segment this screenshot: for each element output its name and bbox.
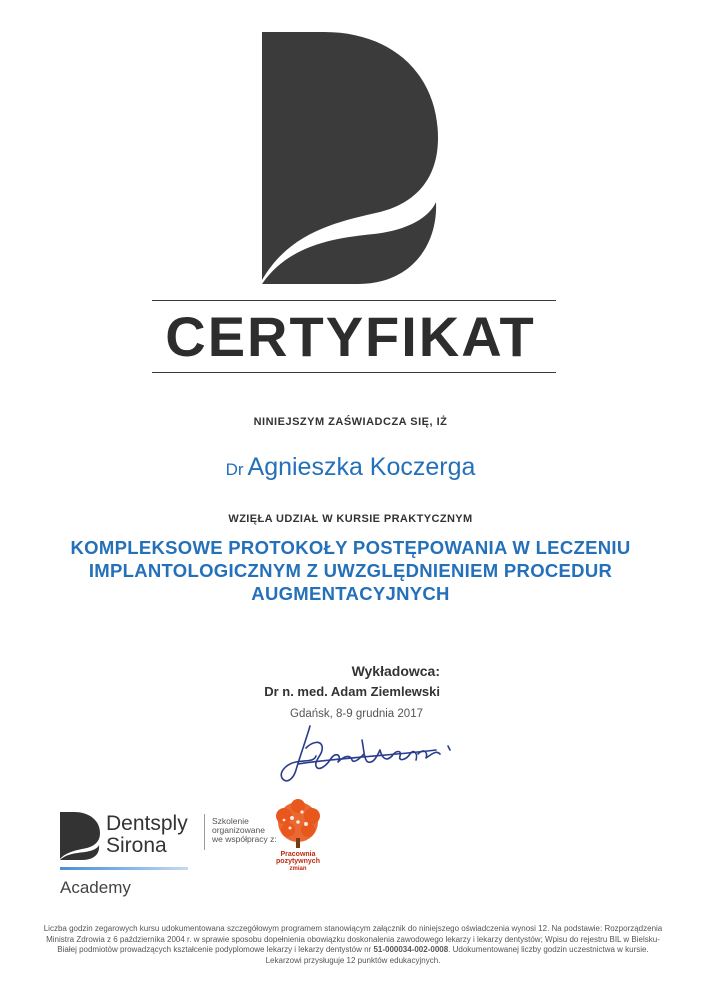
partner-divider [204, 814, 205, 850]
partner-text-line: Szkolenie [212, 816, 249, 826]
partner-text [212, 817, 277, 844]
recipient-prefix: Dr [225, 460, 244, 479]
title-bottom-rule [152, 372, 556, 373]
partner-text-line: we współpracy z: [212, 834, 277, 844]
place-date-text: Gdańsk, 8-9 grudnia 2017 [290, 708, 423, 720]
brand-name-line2: Sirona [106, 834, 167, 857]
lecturer-signature [276, 720, 462, 788]
intro-text: NINIEJSZYM ZAŚWIADCZA SIĘ, IŻ [253, 416, 448, 428]
legal-footer [40, 924, 666, 966]
course-title-line: AUGMENTACYJNYCH [251, 583, 450, 604]
course-title [0, 536, 701, 605]
recipient-name: Agnieszka Koczerga [247, 453, 476, 481]
partner-text-line: organizowane [212, 825, 265, 835]
footer-text-end: . Udokumentowanej liczby godzin uczestnictwa w kursie. Lekarzowi przysługuje 12 punktów edukacyjnych. [265, 945, 649, 965]
brand-name [106, 813, 188, 857]
partner-logo-text-line: pozytywnych [276, 858, 320, 865]
academy-label: Academy [60, 878, 131, 897]
title-top-rule [152, 300, 556, 301]
partner-tree-logo-icon [268, 798, 328, 872]
partner-logo-text-line: zmian [289, 866, 307, 872]
recipient [0, 451, 701, 486]
certificate-title: CERTYFIKAT [165, 305, 536, 368]
course-title-line: KOMPLEKSOWE PROTOKOŁY POSTĘPOWANIA W LECZENIU [70, 537, 631, 558]
place-date [280, 708, 440, 720]
course-title-line: IMPLANTOLOGICZNYM Z UWZGLĘDNIENIEM PROCEDUR [88, 560, 613, 581]
lecturer-label: Wykładowca: [351, 663, 440, 679]
brand-underline [60, 867, 188, 870]
partner-logo-text-line: Pracownia [280, 851, 316, 858]
footer-text-start: Liczba godzin zegarowych kursu udokumentowana szczegółowym programem stanowiącym załącznik do niniejszego oświadczenia wynosi 12. Na podstawie: Rozporządzenia Ministra Zdrowia z 6 października 2004 r. w sprawie sposobu dopełnienia obowiązku doskonalenia zawodowego lekarzy i lekarzy dentystów; Wpisu do rejestru BIL w Bielsku-Białej podmiotów prowadzących kształcenie podyplomowe lekarzy i lekarzy dentystów nr [43, 924, 663, 954]
dentsply-sirona-large-logo-icon [262, 32, 438, 284]
dentsply-sirona-logo-icon [60, 812, 100, 860]
lecturer-name: Dr n. med. Adam Ziemlewski [264, 684, 440, 699]
brand-name-line1: Dentsply [106, 812, 188, 835]
registry-number: 51-000034-002-0008 [373, 945, 449, 954]
participation-text: WZIĘŁA UDZIAŁ W KURSIE PRAKTYCZNYM [228, 513, 473, 525]
